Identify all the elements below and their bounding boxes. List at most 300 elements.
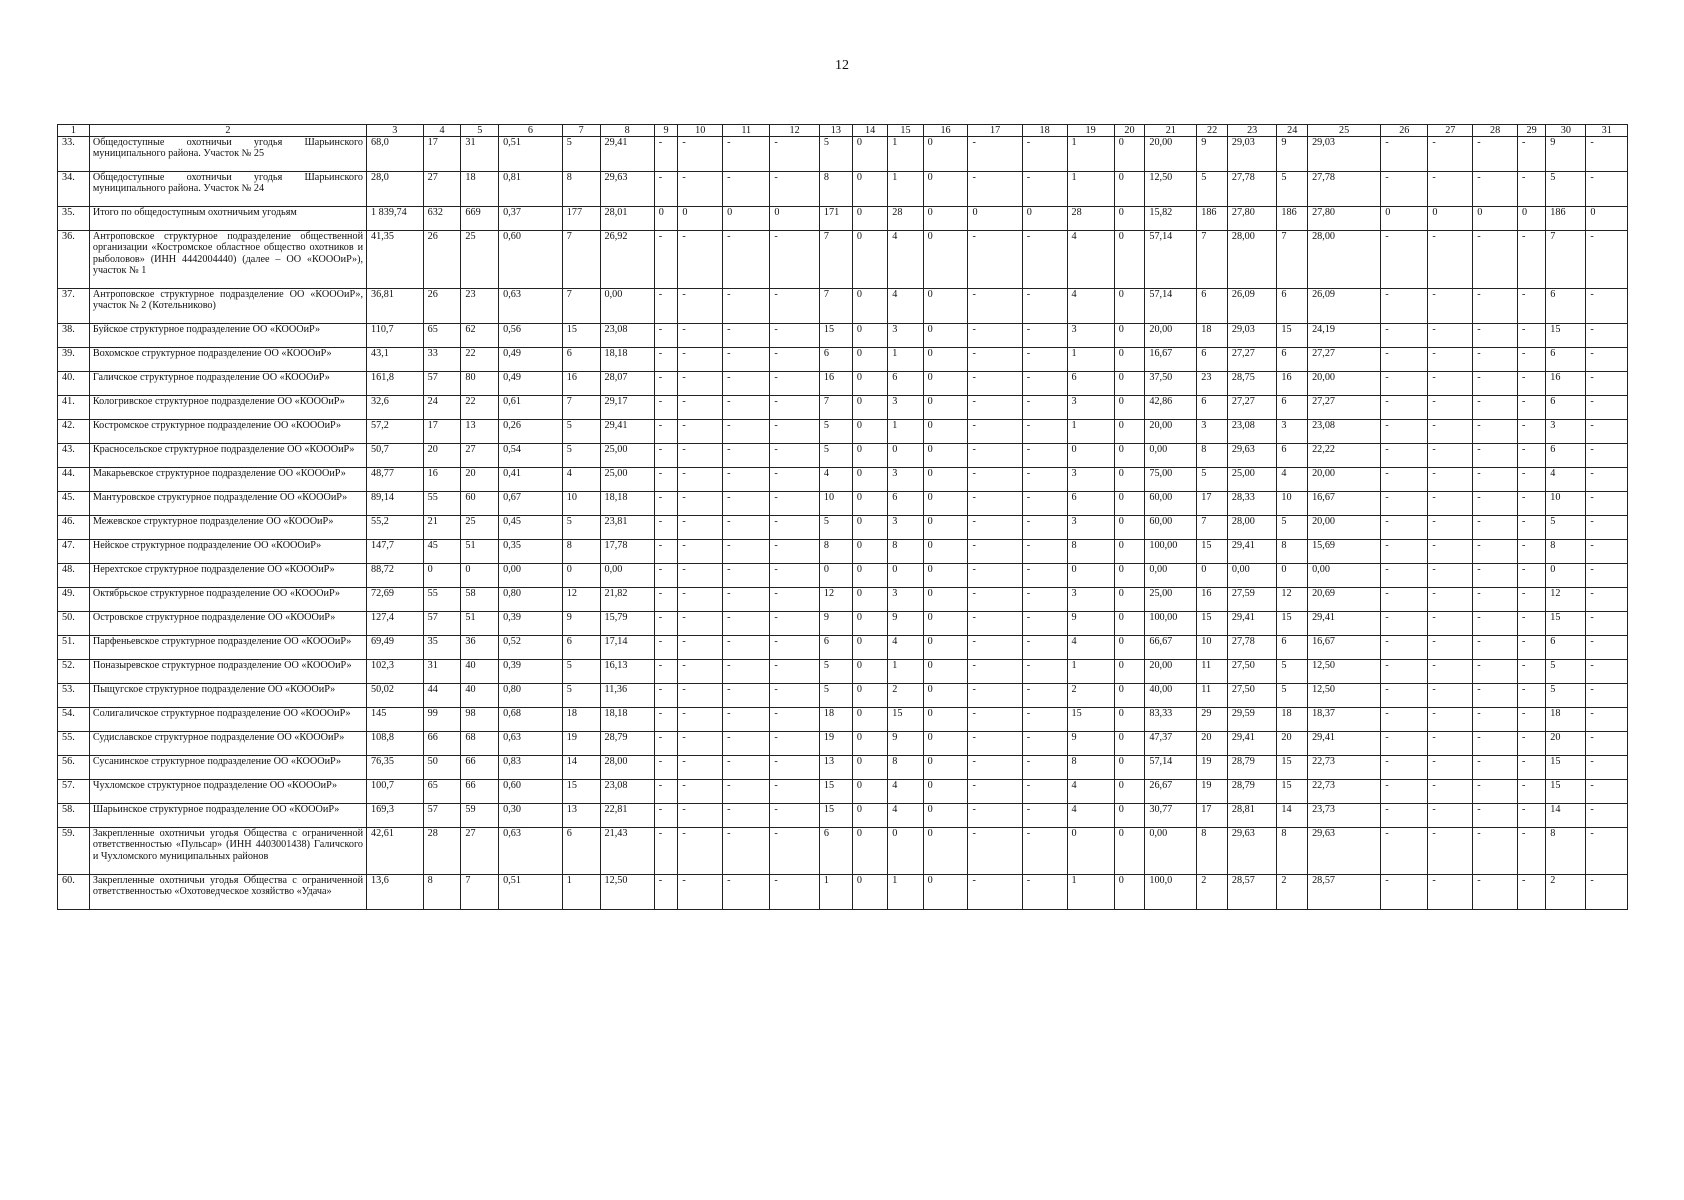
value-cell: 0 — [1114, 348, 1145, 372]
value-cell: 6 — [1546, 348, 1586, 372]
value-cell: 66,67 — [1145, 636, 1197, 660]
value-cell: - — [1518, 420, 1546, 444]
value-cell: - — [723, 231, 770, 289]
value-cell: 0 — [923, 231, 968, 289]
value-cell: 0 — [1114, 828, 1145, 875]
value-cell: 15 — [1546, 756, 1586, 780]
value-cell: 0 — [1277, 564, 1308, 588]
value-cell: 29,03 — [1227, 137, 1277, 172]
value-cell: - — [1381, 516, 1428, 540]
value-cell: 16,67 — [1145, 348, 1197, 372]
value-cell: 1 — [888, 348, 923, 372]
value-cell: 15 — [1277, 756, 1308, 780]
value-cell: 25 — [461, 516, 499, 540]
column-number-header: 19 — [1067, 125, 1114, 137]
value-cell: 50,7 — [367, 444, 424, 468]
value-cell: 11 — [1197, 660, 1228, 684]
value-cell: - — [1518, 660, 1546, 684]
value-cell: 0 — [770, 207, 820, 231]
value-cell: 3 — [1067, 468, 1114, 492]
value-cell: - — [1518, 372, 1546, 396]
value-cell: 5 — [819, 684, 852, 708]
value-cell: 36 — [461, 636, 499, 660]
value-cell: 0,68 — [499, 708, 563, 732]
value-cell: 0 — [923, 444, 968, 468]
column-number-header: 24 — [1277, 125, 1308, 137]
value-cell: 59 — [461, 804, 499, 828]
value-cell: 50 — [423, 756, 461, 780]
value-cell: 26,92 — [600, 231, 654, 289]
value-cell: - — [1022, 636, 1067, 660]
value-cell: - — [770, 396, 820, 420]
value-cell: - — [723, 875, 770, 910]
hunting-ground-name-cell: Поназыревское структурное подразделение ОО «КОООиР» — [89, 660, 366, 684]
value-cell: 6 — [819, 636, 852, 660]
value-cell: 0,39 — [499, 660, 563, 684]
value-cell: - — [770, 516, 820, 540]
value-cell: 27,80 — [1308, 207, 1381, 231]
value-cell: - — [1428, 708, 1473, 732]
value-cell: 1 — [888, 172, 923, 207]
value-cell: 16 — [423, 468, 461, 492]
value-cell: 4 — [1067, 804, 1114, 828]
value-cell: 0 — [888, 564, 923, 588]
value-cell: - — [1022, 684, 1067, 708]
value-cell: - — [723, 172, 770, 207]
value-cell: 26 — [423, 231, 461, 289]
value-cell: 12 — [1277, 588, 1308, 612]
value-cell: - — [1022, 732, 1067, 756]
value-cell: - — [1518, 875, 1546, 910]
value-cell: 0 — [1518, 207, 1546, 231]
value-cell: 6 — [1546, 636, 1586, 660]
value-cell: 32,6 — [367, 396, 424, 420]
value-cell: 100,00 — [1145, 540, 1197, 564]
value-cell: 0 — [852, 636, 887, 660]
value-cell: 28 — [888, 207, 923, 231]
value-cell: - — [1586, 828, 1628, 875]
value-cell: 57,14 — [1145, 289, 1197, 324]
table-row — [58, 540, 1628, 564]
value-cell: - — [1473, 684, 1518, 708]
value-cell: - — [1586, 324, 1628, 348]
value-cell: - — [678, 540, 723, 564]
value-cell: - — [770, 756, 820, 780]
value-cell: 0,61 — [499, 396, 563, 420]
value-cell: 0 — [923, 516, 968, 540]
value-cell: 186 — [1546, 207, 1586, 231]
value-cell: 4 — [1067, 289, 1114, 324]
value-cell: 5 — [1546, 684, 1586, 708]
value-cell: - — [1518, 828, 1546, 875]
value-cell: - — [1022, 540, 1067, 564]
value-cell: - — [1586, 564, 1628, 588]
value-cell: 1 — [888, 875, 923, 910]
value-cell: - — [1381, 684, 1428, 708]
row-index-cell: 40. — [58, 372, 90, 396]
value-cell: 0 — [1114, 420, 1145, 444]
value-cell: - — [770, 172, 820, 207]
value-cell: 20,00 — [1308, 516, 1381, 540]
value-cell: 28,81 — [1227, 804, 1277, 828]
value-cell: - — [1586, 636, 1628, 660]
value-cell: 0 — [923, 137, 968, 172]
value-cell: - — [678, 684, 723, 708]
value-cell: - — [1022, 231, 1067, 289]
value-cell: 0,67 — [499, 492, 563, 516]
value-cell: - — [770, 540, 820, 564]
value-cell: 23,08 — [1227, 420, 1277, 444]
value-cell: - — [1586, 780, 1628, 804]
value-cell: - — [654, 660, 678, 684]
value-cell: 27,78 — [1227, 172, 1277, 207]
value-cell: - — [1518, 636, 1546, 660]
value-cell: - — [654, 137, 678, 172]
value-cell: - — [723, 420, 770, 444]
row-index-cell: 53. — [58, 684, 90, 708]
value-cell: 19 — [562, 732, 600, 756]
value-cell: - — [654, 324, 678, 348]
value-cell: - — [770, 420, 820, 444]
value-cell: - — [1428, 804, 1473, 828]
value-cell: 30,77 — [1145, 804, 1197, 828]
value-cell: - — [1428, 468, 1473, 492]
value-cell: - — [1428, 492, 1473, 516]
value-cell: 5 — [1546, 660, 1586, 684]
value-cell: 2 — [1067, 684, 1114, 708]
value-cell: 0 — [852, 756, 887, 780]
value-cell: 100,0 — [1145, 875, 1197, 910]
row-index-cell: 42. — [58, 420, 90, 444]
column-number-header: 5 — [461, 125, 499, 137]
value-cell: 0 — [923, 207, 968, 231]
value-cell: 28,00 — [1308, 231, 1381, 289]
table-row — [58, 588, 1628, 612]
value-cell: - — [678, 875, 723, 910]
value-cell: 5 — [562, 444, 600, 468]
value-cell: 7 — [562, 289, 600, 324]
value-cell: 20,00 — [1308, 468, 1381, 492]
value-cell: 18 — [1197, 324, 1228, 348]
value-cell: - — [654, 172, 678, 207]
table-row — [58, 516, 1628, 540]
value-cell: 1 — [1067, 348, 1114, 372]
value-cell: 29,63 — [600, 172, 654, 207]
value-cell: 0 — [888, 444, 923, 468]
value-cell: 7 — [819, 231, 852, 289]
value-cell: - — [1473, 231, 1518, 289]
table-row — [58, 231, 1628, 289]
value-cell: 0 — [1114, 780, 1145, 804]
value-cell: - — [1586, 348, 1628, 372]
value-cell: - — [723, 324, 770, 348]
value-cell: - — [1428, 396, 1473, 420]
value-cell: - — [1518, 684, 1546, 708]
value-cell: 36,81 — [367, 289, 424, 324]
column-number-header: 12 — [770, 125, 820, 137]
value-cell: 15 — [1197, 540, 1228, 564]
value-cell: 65 — [423, 780, 461, 804]
value-cell: 0,00 — [1145, 444, 1197, 468]
value-cell: 6 — [1277, 636, 1308, 660]
value-cell: - — [1518, 516, 1546, 540]
value-cell: 29,59 — [1227, 708, 1277, 732]
column-number-header: 1 — [58, 125, 90, 137]
value-cell: 100,7 — [367, 780, 424, 804]
value-cell: 177 — [562, 207, 600, 231]
value-cell: 2 — [1546, 875, 1586, 910]
value-cell: 0 — [923, 804, 968, 828]
value-cell: 110,7 — [367, 324, 424, 348]
value-cell: 20 — [1197, 732, 1228, 756]
value-cell: 28 — [1067, 207, 1114, 231]
row-index-cell: 47. — [58, 540, 90, 564]
value-cell: 16,13 — [600, 660, 654, 684]
value-cell: 31 — [461, 137, 499, 172]
value-cell: 15 — [562, 324, 600, 348]
value-cell: 28 — [423, 828, 461, 875]
value-cell: 0 — [423, 564, 461, 588]
value-cell: 0 — [1546, 564, 1586, 588]
value-cell: 5 — [819, 420, 852, 444]
hunting-ground-name-cell: Кологривское структурное подразделение ОО «КОООиР» — [89, 396, 366, 420]
value-cell: - — [1428, 540, 1473, 564]
value-cell: - — [770, 612, 820, 636]
value-cell: 28,01 — [600, 207, 654, 231]
value-cell: 22 — [461, 396, 499, 420]
hunting-ground-name-cell: Макарьевское структурное подразделение ОО «КОООиР» — [89, 468, 366, 492]
value-cell: 0 — [1114, 612, 1145, 636]
table-row — [58, 324, 1628, 348]
value-cell: - — [770, 372, 820, 396]
value-cell: - — [1022, 612, 1067, 636]
value-cell: - — [654, 231, 678, 289]
value-cell: 12 — [562, 588, 600, 612]
value-cell: 6 — [562, 636, 600, 660]
value-cell: - — [1428, 828, 1473, 875]
value-cell: 40 — [461, 684, 499, 708]
row-index-cell: 38. — [58, 324, 90, 348]
value-cell: 44 — [423, 684, 461, 708]
value-cell: 9 — [1546, 137, 1586, 172]
value-cell: - — [1518, 137, 1546, 172]
value-cell: 68 — [461, 732, 499, 756]
value-cell: 15,69 — [1308, 540, 1381, 564]
value-cell: 28,00 — [1227, 231, 1277, 289]
value-cell: 0 — [923, 396, 968, 420]
value-cell: - — [654, 588, 678, 612]
value-cell: - — [1473, 468, 1518, 492]
value-cell: 3 — [888, 468, 923, 492]
value-cell: 9 — [819, 612, 852, 636]
value-cell: - — [1586, 231, 1628, 289]
value-cell: - — [723, 804, 770, 828]
value-cell: - — [1473, 348, 1518, 372]
value-cell: 0,63 — [499, 289, 563, 324]
value-cell: - — [968, 444, 1022, 468]
value-cell: 8 — [1197, 444, 1228, 468]
value-cell: 99 — [423, 708, 461, 732]
value-cell: 5 — [819, 660, 852, 684]
value-cell: 57 — [423, 372, 461, 396]
value-cell: 29,41 — [600, 420, 654, 444]
value-cell: 0,26 — [499, 420, 563, 444]
value-cell: 3 — [888, 324, 923, 348]
value-cell: 10 — [562, 492, 600, 516]
value-cell: 6 — [1197, 348, 1228, 372]
value-cell: - — [1428, 324, 1473, 348]
value-cell: 0 — [923, 636, 968, 660]
column-number-header: 26 — [1381, 125, 1428, 137]
value-cell: 5 — [1197, 468, 1228, 492]
value-cell: - — [723, 612, 770, 636]
value-cell: 0 — [1114, 708, 1145, 732]
value-cell: - — [1586, 372, 1628, 396]
value-cell: 28,57 — [1227, 875, 1277, 910]
value-cell: 0,00 — [600, 289, 654, 324]
value-cell: 0 — [461, 564, 499, 588]
value-cell: 5 — [819, 516, 852, 540]
value-cell: 18 — [1546, 708, 1586, 732]
value-cell: - — [1473, 516, 1518, 540]
value-cell: 18 — [461, 172, 499, 207]
value-cell: - — [1473, 732, 1518, 756]
value-cell: 20,00 — [1145, 324, 1197, 348]
value-cell: 1 — [1067, 137, 1114, 172]
table-row — [58, 348, 1628, 372]
value-cell: - — [1518, 564, 1546, 588]
value-cell: 0,63 — [499, 828, 563, 875]
hunting-ground-name-cell: Общедоступные охотничьи угодья Шарьинского муниципального района. Участок № 24 — [89, 172, 366, 207]
value-cell: 26 — [423, 289, 461, 324]
value-cell: 8 — [1067, 540, 1114, 564]
value-cell: 7 — [1197, 231, 1228, 289]
value-cell: 0 — [1114, 324, 1145, 348]
value-cell: 16 — [1277, 372, 1308, 396]
value-cell: 25,00 — [600, 468, 654, 492]
value-cell: 15 — [1546, 612, 1586, 636]
value-cell: 171 — [819, 207, 852, 231]
value-cell: - — [968, 588, 1022, 612]
value-cell: 0 — [852, 780, 887, 804]
value-cell: 13 — [562, 804, 600, 828]
value-cell: - — [770, 660, 820, 684]
value-cell: 5 — [562, 684, 600, 708]
value-cell: 18,18 — [600, 348, 654, 372]
value-cell: 20 — [461, 468, 499, 492]
column-number-header: 2 — [89, 125, 366, 137]
value-cell: 98 — [461, 708, 499, 732]
value-cell: 28,79 — [1227, 756, 1277, 780]
value-cell: - — [678, 372, 723, 396]
value-cell: 0 — [852, 372, 887, 396]
value-cell: 0 — [852, 396, 887, 420]
value-cell: - — [678, 588, 723, 612]
value-cell: 0 — [1473, 207, 1518, 231]
value-cell: 28,79 — [600, 732, 654, 756]
row-index-cell: 43. — [58, 444, 90, 468]
value-cell: 0 — [1114, 516, 1145, 540]
value-cell: 29,41 — [1227, 612, 1277, 636]
value-cell: 6 — [1546, 289, 1586, 324]
value-cell: - — [1428, 732, 1473, 756]
value-cell: 17,14 — [600, 636, 654, 660]
value-cell: 1 — [1067, 420, 1114, 444]
hunting-ground-name-cell: Судиславское структурное подразделение ОО «КОООиР» — [89, 732, 366, 756]
value-cell: - — [1022, 492, 1067, 516]
value-cell: - — [723, 444, 770, 468]
value-cell: - — [1428, 348, 1473, 372]
value-cell: 17,78 — [600, 540, 654, 564]
value-cell: 0 — [852, 828, 887, 875]
value-cell: 0 — [852, 708, 887, 732]
value-cell: 6 — [1277, 444, 1308, 468]
value-cell: 0,83 — [499, 756, 563, 780]
value-cell: 24 — [423, 396, 461, 420]
row-index-cell: 33. — [58, 137, 90, 172]
value-cell: - — [654, 732, 678, 756]
value-cell: 14 — [562, 756, 600, 780]
value-cell: 12,50 — [600, 875, 654, 910]
value-cell: 0 — [852, 137, 887, 172]
value-cell: 12,50 — [1308, 684, 1381, 708]
value-cell: - — [678, 468, 723, 492]
value-cell: 0,80 — [499, 684, 563, 708]
value-cell: - — [1473, 756, 1518, 780]
value-cell: 0 — [1114, 444, 1145, 468]
value-cell: - — [1586, 875, 1628, 910]
value-cell: 0 — [1381, 207, 1428, 231]
value-cell: 7 — [1197, 516, 1228, 540]
value-cell: 14 — [1546, 804, 1586, 828]
hunting-ground-name-cell: Островское структурное подразделение ОО «КОООиР» — [89, 612, 366, 636]
value-cell: - — [654, 875, 678, 910]
value-cell: 3 — [1067, 516, 1114, 540]
value-cell: - — [654, 828, 678, 875]
value-cell: - — [1473, 324, 1518, 348]
hunting-ground-name-cell: Красносельское структурное подразделение ОО «КОООиР» — [89, 444, 366, 468]
value-cell: 0 — [1114, 875, 1145, 910]
row-index-cell: 50. — [58, 612, 90, 636]
value-cell: - — [1022, 588, 1067, 612]
value-cell: - — [1518, 172, 1546, 207]
value-cell: - — [1518, 732, 1546, 756]
value-cell: 4 — [888, 780, 923, 804]
value-cell: 9 — [1277, 137, 1308, 172]
value-cell: - — [723, 372, 770, 396]
value-cell: 3 — [1546, 420, 1586, 444]
value-cell: 9 — [888, 732, 923, 756]
value-cell: 0 — [852, 612, 887, 636]
value-cell: 1 839,74 — [367, 207, 424, 231]
value-cell: 72,69 — [367, 588, 424, 612]
value-cell: 18,37 — [1308, 708, 1381, 732]
value-cell: 0 — [923, 172, 968, 207]
value-cell: 0 — [1114, 172, 1145, 207]
value-cell: - — [678, 396, 723, 420]
value-cell: - — [1473, 780, 1518, 804]
value-cell: 18,18 — [600, 708, 654, 732]
value-cell: 15 — [562, 780, 600, 804]
value-cell: - — [968, 636, 1022, 660]
value-cell: 29 — [1197, 708, 1228, 732]
value-cell: 19 — [819, 732, 852, 756]
value-cell: 12,50 — [1145, 172, 1197, 207]
value-cell: - — [678, 732, 723, 756]
value-cell: 1 — [1067, 660, 1114, 684]
value-cell: 13,6 — [367, 875, 424, 910]
value-cell: - — [968, 708, 1022, 732]
